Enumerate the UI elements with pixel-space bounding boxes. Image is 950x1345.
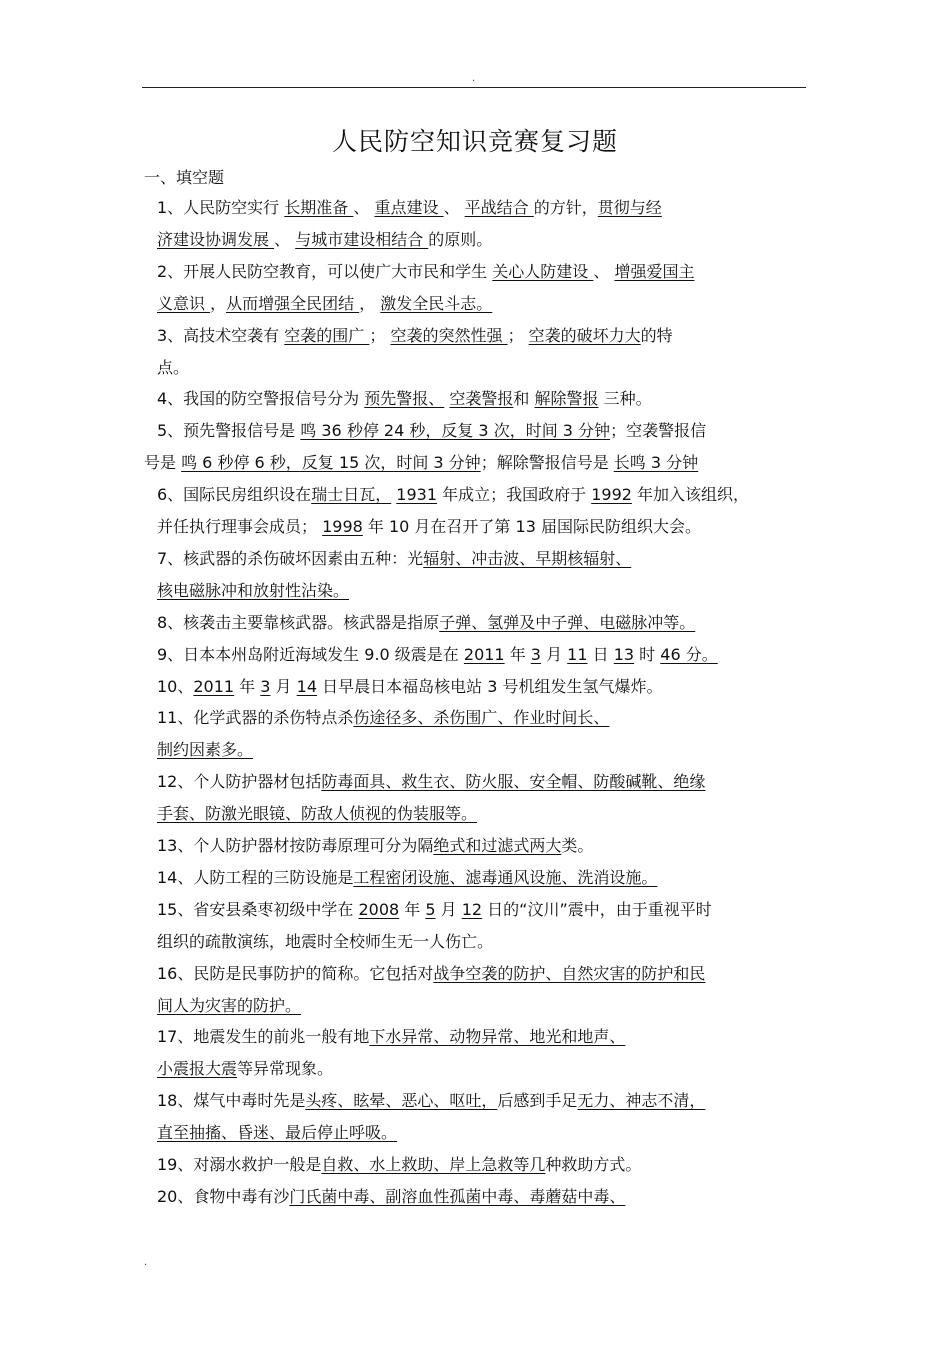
- question-line: [157, 356, 189, 380]
- question-line: [157, 1057, 333, 1081]
- question-line: [157, 483, 749, 507]
- answer-text: 济建设协调发展: [157, 229, 275, 249]
- question-text: 年: [504, 644, 531, 664]
- question-text: 1、人民防空实行: [157, 198, 285, 217]
- answer-text: 义意识: [157, 293, 211, 313]
- header-mark: .: [472, 73, 476, 84]
- answer-text: 解除警报: [534, 389, 599, 409]
- answer-text: 空袭的围广: [284, 325, 370, 345]
- question-text: 6、国际民房组织设在: [157, 485, 312, 505]
- question-text: 9、日本本州岛附近海域发生 9.0 级震是在: [157, 644, 464, 664]
- question-text: 种救助方式。: [545, 1155, 642, 1174]
- question-line: [157, 324, 673, 348]
- question-line: [157, 675, 662, 699]
- answer-text: 战争空袭的防护、自然灾害的防护和民: [433, 963, 706, 983]
- answer-text: 自救、水上救助、岸上急救等几: [321, 1155, 546, 1174]
- question-text: 年: [399, 899, 426, 919]
- question-text: ，: [359, 293, 381, 313]
- question-line: [157, 866, 657, 890]
- answer-text: 2011: [193, 676, 235, 696]
- question-text: 类。: [561, 836, 594, 855]
- document-title: 人民防空知识竞赛复习题: [331, 127, 618, 156]
- section-heading: 一、填空题: [144, 168, 225, 187]
- question-line: [157, 738, 253, 762]
- question-line: [157, 802, 477, 826]
- question-text: 三种。: [598, 389, 652, 409]
- answer-text: 平战结合: [464, 198, 534, 217]
- question-text: 等异常现象。: [237, 1059, 334, 1079]
- question-text: 13、个人防护器材按防毒原理可分为隔: [157, 836, 434, 855]
- answer-text: 贯彻与经: [597, 198, 662, 217]
- question-line: [157, 419, 706, 443]
- question-text: 月: [540, 644, 568, 664]
- question-text: 年加入该组织，: [631, 485, 750, 505]
- question-text: 8、核袭击主要靠核武器。核武器是指原: [157, 612, 440, 632]
- answer-text: 2008: [358, 899, 400, 919]
- question-line: [157, 1089, 705, 1113]
- answer-text: 激发全民斗志。: [380, 293, 493, 313]
- answer-text: 核电磁脉冲和放射性沾染。: [157, 580, 350, 600]
- answer-text: 无力、神志不清，: [577, 1091, 706, 1111]
- question-line: [157, 962, 705, 986]
- question-text: ；: [369, 325, 391, 345]
- answer-text: 11: [567, 644, 588, 664]
- answer-text: 防毒面具、救生衣、防火服、安全帽、防酸碱靴、绝缘: [321, 772, 706, 792]
- question-text: 12、个人防护器材包括: [157, 772, 322, 792]
- question-text: 、: [593, 261, 615, 281]
- answer-text: 关心人防建设: [492, 261, 594, 281]
- question-text: 3、高技术空袭有: [157, 325, 285, 345]
- question-text: 10、: [157, 676, 194, 696]
- question-line: [157, 1121, 397, 1145]
- answer-text: 预先警报、: [364, 389, 445, 409]
- question-text: ；: [507, 325, 529, 345]
- answer-text: 鸣 6 秒停 6 秒，反复 15 次，时间 3 分钟: [181, 453, 481, 473]
- question-text: 的特: [640, 325, 673, 345]
- question-line: [157, 292, 492, 316]
- answer-text: 手套、防激光眼镜、防敌人侦视的伪装服等。: [157, 804, 478, 824]
- question-text: 的方针，: [533, 198, 598, 217]
- answer-text: 12: [461, 899, 483, 919]
- question-line: [157, 643, 718, 667]
- question-text: 并任执行理事会成员；: [157, 517, 323, 536]
- question-text: 14、人防工程的三防设施是: [157, 867, 354, 887]
- answer-text: 下水异常、动物异常、地光和地声、: [369, 1027, 626, 1047]
- question-text: 17、地震发生的前兆一般有地: [157, 1027, 370, 1047]
- question-text: 年成立；我国政府于: [437, 485, 592, 505]
- question-line: [157, 579, 349, 603]
- answer-text: 空袭的突然性强: [390, 325, 508, 345]
- question-text: 11、化学武器的杀伤特点杀: [157, 708, 354, 728]
- question-text: 15、省安县桑枣初级中学在: [157, 899, 359, 919]
- question-line: [157, 1025, 625, 1049]
- question-line: [144, 451, 698, 475]
- question-line: [157, 770, 705, 794]
- answer-text: 1992: [591, 485, 632, 505]
- answer-text: 长期准备: [284, 198, 354, 217]
- question-text: 20、食物中毒有沙: [157, 1186, 290, 1206]
- question-text: 点。: [157, 357, 190, 377]
- answer-text: 与城市建设相结合: [295, 229, 429, 249]
- question-text: 16、民防是民事防护的简称。它包括对: [157, 963, 434, 983]
- answer-text: 绝式和过滤式两大: [433, 836, 562, 855]
- answer-text: 增强爱国主: [614, 261, 695, 281]
- answer-text: 13: [613, 644, 635, 664]
- answer-text: 制约因素多。: [157, 740, 254, 760]
- question-line: [157, 994, 301, 1018]
- answer-text: 间人为灾害的防护。: [157, 995, 302, 1015]
- answer-text: 空袭警报: [449, 389, 514, 409]
- question-text: 18、煤气中毒时先是: [157, 1091, 306, 1111]
- answer-text: 伤途径多、杀伤围广、作业时间长、: [353, 708, 610, 728]
- question-text: 19、对溺水救护一般是: [157, 1155, 322, 1174]
- answer-text: 3: [530, 644, 541, 664]
- answer-text: 46 分。: [660, 644, 718, 664]
- question-text: 的原则。: [428, 229, 493, 249]
- question-line: [157, 706, 609, 730]
- question-text: ；解除警报信号是: [480, 453, 614, 473]
- question-line: [157, 1185, 625, 1209]
- question-text: ；空袭警报信: [610, 421, 707, 441]
- answer-text: 子弹、氢弹及中子弹、电磁脉冲等。: [439, 612, 696, 632]
- question-line: [157, 898, 712, 922]
- question-text: 日早晨日本福岛核电站 3 号机组发生氢气爆炸。: [317, 676, 663, 696]
- question-line: [157, 611, 695, 635]
- question-line: [157, 547, 631, 571]
- answer-text: 空袭的破坏力大: [528, 325, 641, 345]
- question-text: 月: [270, 676, 297, 696]
- question-line: [157, 228, 492, 252]
- answer-text: 头疼、眩晕、恶心、呕吐，: [305, 1091, 498, 1111]
- answer-text: 瑞士日瓦，: [311, 485, 392, 505]
- answer-text: 14: [296, 676, 318, 696]
- answer-text: 从而增强全民团结: [226, 293, 360, 313]
- answer-text: 长鸣 3 分钟: [613, 453, 699, 473]
- question-text: 号是: [144, 453, 182, 473]
- footer-mark: .: [144, 1257, 148, 1268]
- question-text: 年: [234, 676, 261, 696]
- question-line: [157, 387, 652, 411]
- answer-text: 辐射、冲击波、早期核辐射、: [423, 548, 632, 568]
- question-text: 4、我国的防空警报信号分为: [157, 389, 365, 409]
- answer-text: 小震报大震: [157, 1059, 238, 1079]
- answer-text: 1931: [396, 485, 438, 505]
- answer-text: 1998: [322, 517, 363, 536]
- question-line: [157, 930, 493, 954]
- question-line: [157, 834, 593, 858]
- answer-text: 3: [260, 676, 271, 696]
- answer-text: 工程密闭设施、滤毒通风设施、洗消设施。: [353, 867, 658, 887]
- question-text: 、: [353, 198, 375, 217]
- question-line: [157, 196, 662, 220]
- question-text: 日的“汶川”震中，由于重视平时: [482, 899, 712, 919]
- answer-text: 5: [425, 899, 436, 919]
- answer-text: 重点建设: [374, 198, 444, 217]
- question-text: 5、预先警报信号是: [157, 421, 301, 441]
- answer-text: 2011: [463, 644, 505, 664]
- question-text: ，: [210, 293, 227, 313]
- question-text: 后感到手足: [497, 1091, 578, 1111]
- question-text: 、: [274, 229, 296, 249]
- question-text: 时: [634, 644, 661, 664]
- question-text: 年 10 月在召开了第 13 届国际民防组织大会。: [362, 517, 701, 536]
- question-text: 、: [443, 198, 465, 217]
- question-text: 月: [435, 899, 462, 919]
- question-text: 组织的疏散演练，地震时全校师生无一人伤亡。: [157, 931, 494, 951]
- question-line: [157, 515, 701, 539]
- question-text: 7、核武器的杀伤破坏因素由五种：光: [157, 548, 424, 568]
- header-rule: [142, 87, 806, 88]
- question-line: [157, 1153, 641, 1177]
- answer-text: 鸣 36 秒停 24 秒，反复 3 次，时间 3 分钟: [300, 421, 611, 441]
- answer-text: 直至抽搐、昏迷、最后停止呼吸。: [157, 1123, 398, 1143]
- question-text: 日: [587, 644, 614, 664]
- question-text: 2、开展人民防空教育，可以使广大市民和学生: [157, 261, 493, 281]
- question-text: 和: [513, 389, 535, 409]
- question-line: [157, 260, 694, 284]
- answer-text: 门氏菌中毒、副溶血性孤菌中毒、毒蘑菇中毒、: [289, 1186, 626, 1206]
